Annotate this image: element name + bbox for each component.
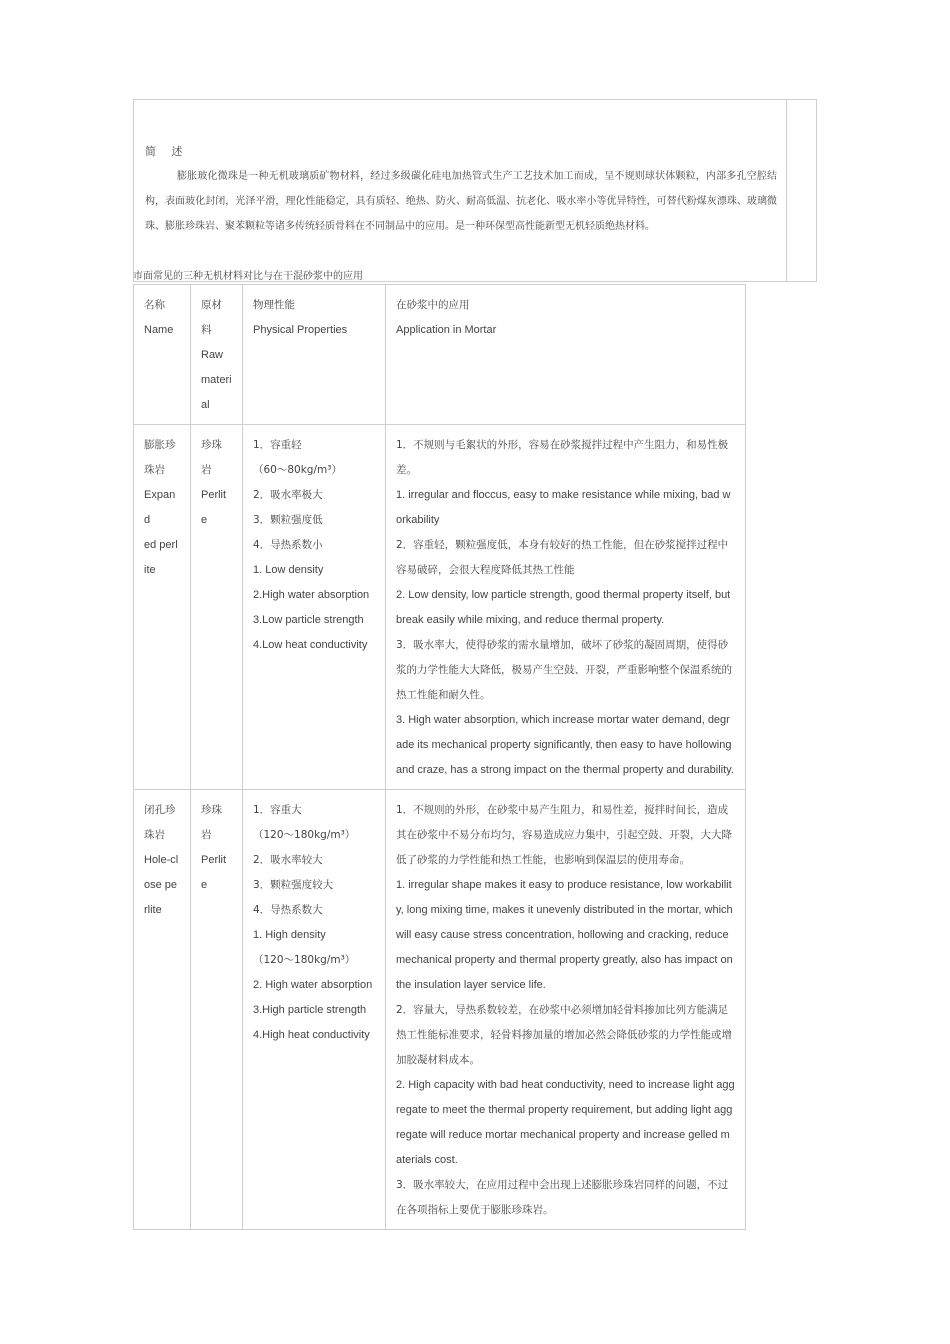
header-application-en: Application in Mortar [396, 324, 497, 336]
raw-line: Perlite [201, 854, 227, 891]
intro-title: 简 述 [145, 145, 189, 158]
application-paragraph: 2. Low density, low particle strength, good thermal property itself, but break easily while mixing, and reduce thermal property. [396, 589, 731, 626]
physical-line: （120～180kg/m³） [253, 829, 356, 841]
physical-line: 1. Low density [253, 564, 324, 576]
divider [786, 100, 787, 281]
raw-cell [191, 790, 243, 1230]
application-paragraph: 3. High water absorption, which increase mortar water demand, degrade its mechanical property significantly, then easy to have hollowing and craze, has a strong impact on the thermal property and durability. [396, 714, 734, 776]
table-row [134, 790, 746, 1230]
header-physical-en: Physical Properties [253, 324, 348, 336]
header-physical [243, 285, 386, 425]
header-raw-en: Raw [201, 349, 224, 361]
intro-box [133, 99, 817, 282]
application-cell [386, 425, 746, 790]
physical-line: 3.High particle strength [253, 1004, 367, 1016]
physical-line: 4.High heat conductivity [253, 1029, 370, 1041]
raw-line: 珍珠岩 [201, 804, 222, 841]
name-line: ite [144, 564, 156, 576]
raw-line: 珍珠岩 [201, 439, 222, 476]
name-line: 珠岩 [144, 829, 165, 841]
header-physical-zh: 物理性能 [253, 299, 295, 311]
name-cell [134, 425, 191, 790]
table-row [134, 425, 746, 790]
name-line: Expand [144, 489, 176, 526]
name-line: 闭孔珍 [144, 804, 176, 816]
table-caption: 市面常见的三种无机材料对比与在干混砂浆中的应用 [133, 271, 363, 282]
physical-line: 1．容重轻 [253, 439, 302, 451]
header-name-zh: 名称 [144, 299, 165, 311]
header-raw-en: al [201, 399, 210, 411]
application-paragraph: 2．容量大，导热系数较差，在砂浆中必须增加轻骨料掺加比列方能满足热工性能标准要求，轻骨料掺加量的增加必然会降低砂浆的力学性能或增加胶凝材料成本。 [396, 1004, 732, 1066]
header-name-en: Name [144, 324, 174, 336]
application-paragraph: 1．不规则与毛絮状的外形，容易在砂浆搅拌过程中产生阻力，和易性极差。 [396, 439, 729, 476]
application-paragraph: 3．吸水率较大，在应用过程中会出现上述膨胀珍珠岩同样的问题，不过在各项指标上要优于膨胀珍珠岩。 [396, 1179, 729, 1216]
name-line: ed perl [144, 539, 178, 551]
raw-line: Perlite [201, 489, 227, 526]
physical-cell [243, 790, 386, 1230]
table-header-row [134, 285, 746, 425]
comparison-table [133, 284, 746, 1230]
intro-paragraph: 膨胀玻化微珠是一种无机玻璃质矿物材料，经过多级碳化硅电加热管式生产工艺技术加工而成，呈不规则球状体颗粒，内部多孔空腔结构，表面玻化封闭，光泽平滑，理化性能稳定，具有质轻、绝热、防火、耐高低温、抗老化、吸水率小等优异特性，可替代粉煤灰漂珠、玻璃微珠、膨胀珍珠岩、聚苯颗粒等诸多传统轻质骨料在不同制品中的应用。是一种环保型高性能新型无机轻质绝热材料。 [145, 171, 777, 232]
application-paragraph: 3．吸水率大，使得砂浆的需水量增加，破坏了砂浆的凝固周期，使得砂浆的力学性能大大降低，极易产生空鼓、开裂，严重影响整个保温系统的热工性能和耐久性。 [396, 639, 732, 701]
application-paragraph: 1. irregular shape makes it easy to produce resistance, low workability, long mixing time, makes it unevenly distributed in the mortar, which will easy cause stress concentration, hollowing and cracking, reduce mechanical property and thermal property greatly, also has impact on the insulation layer service life. [396, 879, 733, 991]
name-line: rlite [144, 904, 162, 916]
header-name [134, 285, 191, 425]
physical-line: 2．吸水率较大 [253, 854, 323, 866]
name-line: ose pe [144, 879, 178, 891]
physical-line: 4.Low heat conductivity [253, 639, 368, 651]
header-raw-zh: 原材料 [201, 299, 222, 336]
application-paragraph: 2. High capacity with bad heat conductivity, need to increase light aggregate to meet the thermal property requirement, but adding light aggregate will reduce mortar mechanical property and increase gelled materials cost. [396, 1079, 735, 1166]
application-paragraph: 2．容重轻，颗粒强度低，本身有较好的热工性能，但在砂浆搅拌过程中容易破碎，会很大程度降低其热工性能 [396, 539, 729, 576]
physical-line: 2.High water absorption [253, 589, 370, 601]
physical-line: 2. High water absorption [253, 979, 373, 991]
physical-cell [243, 425, 386, 790]
header-application [386, 285, 746, 425]
physical-line: 1. High density [253, 929, 326, 941]
physical-line: 1．容重大 [253, 804, 302, 816]
raw-cell [191, 425, 243, 790]
physical-line: 4．导热系数大 [253, 904, 323, 916]
physical-line: 3．颗粒强度较大 [253, 879, 334, 891]
physical-line: （120～180kg/m³） [253, 954, 356, 966]
application-paragraph: 1．不规则的外形，在砂浆中易产生阻力，和易性差，搅拌时间长，造成其在砂浆中不易分布均匀，容易造成应力集中，引起空鼓、开裂，大大降低了砂浆的力学性能和热工性能，也影响到保温层的使用寿命。 [396, 804, 732, 866]
physical-line: 4．导热系数小 [253, 539, 323, 551]
application-paragraph: 1. irregular and floccus, easy to make resistance while mixing, bad workability [396, 489, 731, 526]
header-application-zh: 在砂浆中的应用 [396, 299, 470, 311]
name-line: Hole-cl [144, 854, 179, 866]
name-line: 珠岩 [144, 464, 165, 476]
header-raw-en: materi [201, 374, 232, 386]
name-cell [134, 790, 191, 1230]
name-line: 膨胀珍 [144, 439, 176, 451]
header-raw [191, 285, 243, 425]
physical-line: （60～80kg/m³） [253, 464, 342, 476]
physical-line: 3．颗粒强度低 [253, 514, 323, 526]
physical-line: 2．吸水率极大 [253, 489, 323, 501]
physical-line: 3.Low particle strength [253, 614, 364, 626]
application-cell [386, 790, 746, 1230]
